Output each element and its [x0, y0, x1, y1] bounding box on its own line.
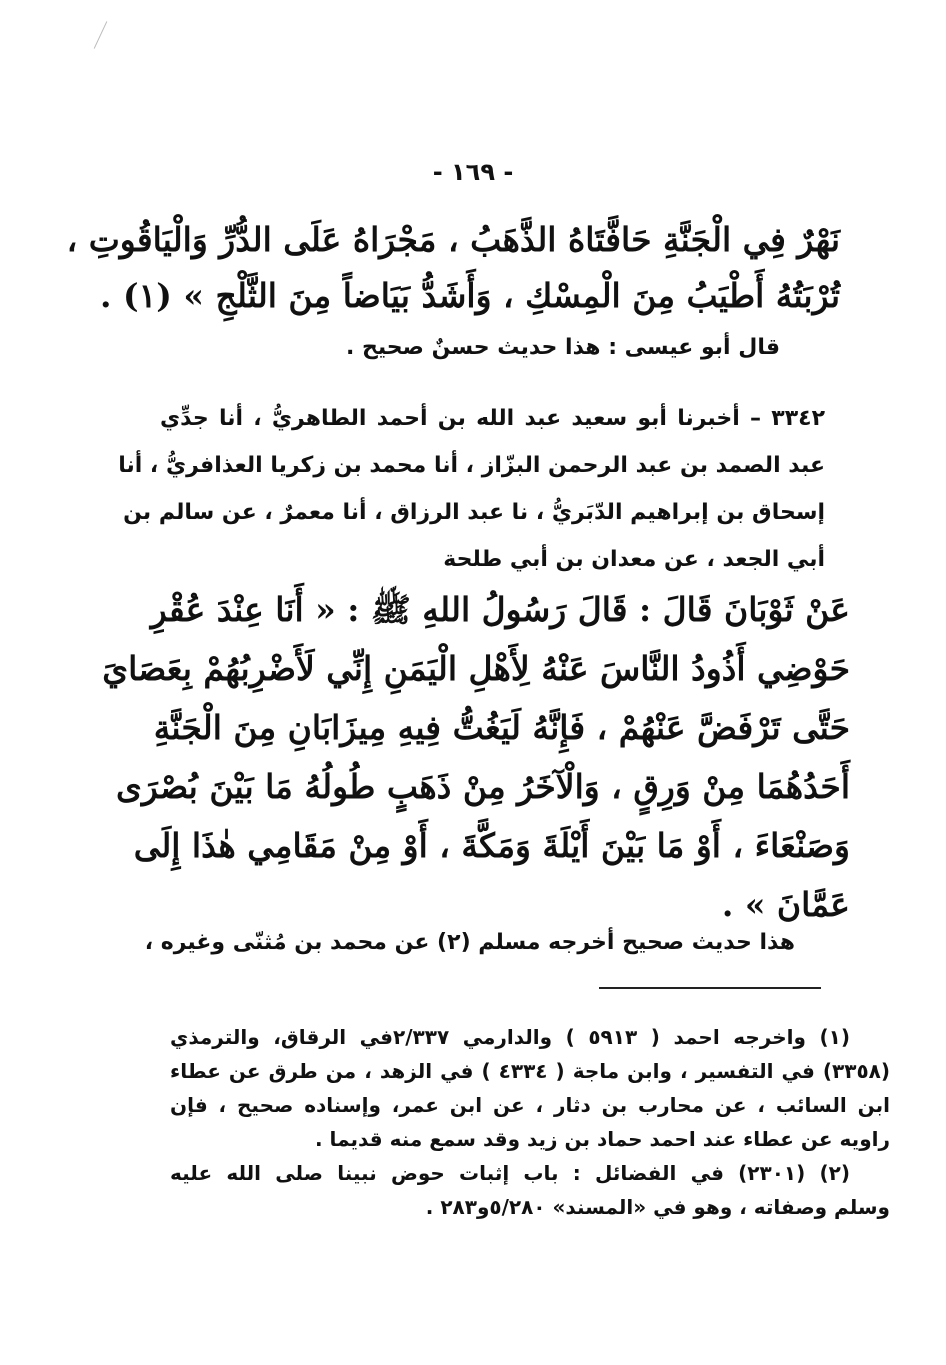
matn-line: حَتَّى تَرْفَضَّ عَنْهُمْ ، فَإِنَّهُ لَيَغُتُّ فِيهِ مِيزَابَانِ مِنَ الْجَنَّةِ — [153, 708, 850, 747]
matn-line: عَنْ ثَوْبَانَ قَالَ : قَالَ رَسُولُ اللهِ ﷺ : « أَنَا عِنْدَ عُقْرِ — [150, 590, 850, 629]
page-number: - ١٦٩ - — [432, 158, 514, 186]
matn-line: وَصَنْعَاءَ ، أَوْ مَا بَيْنَ أَيْلَةَ وَمَكَّةَ ، أَوْ مِنْ مَقَامِي هٰذَا إِلَى — [133, 826, 850, 865]
isnad-line: أبي الجعد ، عن معدان بن أبي طلحة — [443, 547, 825, 572]
hadith-text — [102, 580, 850, 934]
grading-line: هذا حديث صحيح أخرجه مسلم (٢) عن محمد بن مُثنّى وغيره ، — [144, 930, 795, 955]
footnote-line: وسلم وصفاته ، وهو في «المسند» ٥/٢٨٠و٢٨٣ . — [425, 1195, 890, 1219]
matn-line: عَمَّانَ » . — [721, 885, 850, 924]
isnad-line: إسحاق بن إبراهيم الدّبَريُّ ، نا عبد الرزاق ، أنا معمرٌ ، عن سالم بن — [123, 500, 825, 525]
footnotes — [170, 1020, 890, 1224]
hadith-text-continued — [66, 212, 840, 324]
scan-artifact-mark — [94, 21, 108, 49]
footnote-line: ابن السائب ، عن محارب بن دثار ، عن ابن عمر، وإسناده صحيح ، فإن — [170, 1093, 890, 1117]
text-line: تُرْبَتُهُ أَطْيَبُ مِنَ الْمِسْكِ ، وَأَشَدُّ بَيَاضاً مِنَ الثَّلْجِ » (١) . — [99, 276, 840, 315]
matn-line: أَحَدُهُمَا مِنْ وَرِقٍ ، وَالْآخَرُ مِنْ ذَهَبٍ طُولُهُ مَا بَيْنَ بُصْرَى — [116, 767, 850, 806]
grading-line: قال أبو عيسى : هذا حديث حسنٌ صحيح . — [345, 335, 780, 360]
footnote-line: (١) واخرجه احمد ( ٥٩١٣ ) والدارمي ٢/٣٣٧في الرقاق، والترمذي — [170, 1025, 850, 1049]
footnote-line: (٢) (٢٣٠١) في الفضائل : باب إثبات حوض نبينا صلى الله عليه — [170, 1161, 851, 1185]
text-line: نَهْرٌ فِي الْجَنَّةِ حَافَّتَاهُ الذَّهَبُ ، مَجْرَاهُ عَلَى الدُّرِّ وَالْيَاقُوتِ ، — [66, 220, 840, 259]
footnote-separator — [599, 987, 821, 989]
isnad-line: عبد الصمد بن عبد الرحمن البزّاز ، أنا محمد بن زكريا العذافريُّ ، أنا — [118, 453, 825, 478]
matn-line: حَوْضِي أَذُودُ النَّاسَ عَنْهُ لِأَهْلِ الْيَمَنِ إِنِّي لَأَضْرِبُهُمْ بِعَصَايَ — [102, 649, 850, 688]
footnote-line: (٣٣٥٨) في التفسير ، وابن ماجة ( ٤٣٣٤ ) في الزهد ، من طرق عن عطاء — [170, 1059, 891, 1083]
isnad-line: ٣٣٤٢ – أخبرنا أبو سعيد عبد الله بن أحمد الطاهريُّ ، أنا جدِّي — [160, 406, 825, 431]
hadith-grading — [300, 330, 780, 366]
hadith-grading-2 — [144, 925, 795, 961]
hadith-chain-of-narration — [118, 395, 825, 583]
footnote-line: راويه عن عطاء عند احمد حماد بن زيد وقد سمع منه قديما . — [315, 1127, 890, 1151]
